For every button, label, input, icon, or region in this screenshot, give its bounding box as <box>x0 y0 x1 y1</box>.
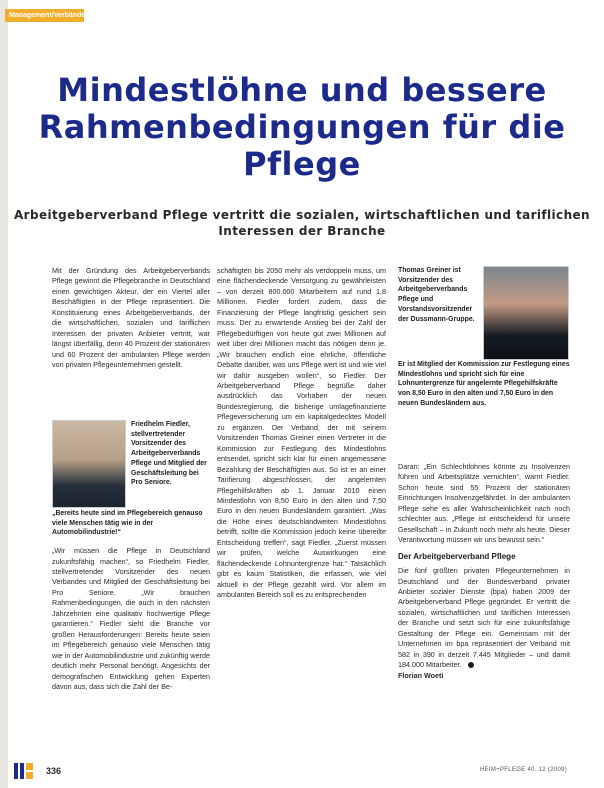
pull-quote <box>52 509 210 692</box>
caption-fiedler: Friedhelm Fiedler, stellvertretender Vorsitzender des Arbeitgeberverbands Pflege und Mitglied der Geschäftsleitung bei Pro Seniore. <box>131 421 207 487</box>
author-name: Florian Woeti <box>398 670 444 680</box>
column-1-intro <box>52 266 210 371</box>
column-3-paragraph: Daran: „Ein Schlechtlohnes könnte zu Insolvenzen führen und Arbeitsplätze vernichten“, warnt Fiedler. Schon heute sind 55 Prozent der stationären Einrichtungen Insolvenzgefährdet. In der ambulanten Pflege sehe es aller Wahrscheinlichkeit nach noch schlechter aus. „Pflege ist entscheidend für unsere Gesellschaft – in Zukunft noch mehr als heute. Dieser Verantwortung müssen wir uns bewusst sein.“ <box>398 462 570 545</box>
page-number: 336 <box>46 766 62 776</box>
headline: Mindestlöhne und bessere Rahmenbedingungen für die Pflege <box>38 71 566 183</box>
info-box-body: Die fünf größten privaten Pflegeunternehmen in Deutschland und der Bundesverband privater Anbieter sozialer Dienste (bpa) haben 2009 der Arbeitgeberverband Pflege gegründet. Er vertritt die sozialen, wirtschaftlichen und tariflichen Interessen der Branche und setzt sich für eine zukunftsfähige Gestaltung der Pflege ein. Gemeinsam mit der Unternehmen im bpa repräsentiert der Verband mit 582 in 390 in derzeit 7.445 Mitglieder – und damit 184.000 Mitarbeiter. <box>398 566 570 670</box>
portrait-friedhelm-fiedler <box>52 420 126 508</box>
column-3 <box>398 462 570 681</box>
magazine-footer: HEIM+PFLEGE 40. 12 (2009) <box>480 767 568 773</box>
publisher-logo-icon <box>14 763 40 779</box>
info-box-text <box>398 566 570 671</box>
column-1-paragraph: Mit der Gründung des Arbeitgeberverbands Pflege gewinnt die Pflegebranche in Deutschland einen gewichtigen Akteur, der ein Viertel aller Beschäftigten in der Pflege repräsentiert. Die Konstituierung eines Arbeitgeberverbands, der die wirtschaftlichen, sozialen und tariflichen Interessen der privaten Anbieter vertritt, war längst überfällig, denn 40 Prozent der stationären und 60 Prozent der ambulanten Pflege werden von privaten Pflegeunternehmen gestellt. <box>52 266 210 370</box>
end-mark-icon <box>468 662 474 668</box>
column-2-paragraph: schäftigten bis 2050 mehr als verdoppeln muss, um eine flächendeckende Versorgung zu gewährleisten – von derzeit 800.000 Mitarbeitern auf rund 1,8 Millionen. Fiedler fordert zudem, dass die Finanzierung der Pflege langfristig gesichert sein muss. Der zu erwartende Anstieg bei der Zahl der Pflegebedürftigen von heute gut zwei Millionen auf weit über drei Millionen macht das nötigen denn je. „Wir brauchen endlich eine ehrliche, öffentliche Debatte darüber, was uns Pflege wert ist und wie viel wir dafür ausgeben wollen“, so Fiedler. Der Arbeitgeberverband Pflege begrüße daher ausdrücklich das Vorhaben der neuen Bundesregierung, die bisherige umlagefinanzierte Pflegeversicherung um ein kapitalgedecktes Modell zu ergänzen. Der Verband, der mit seinem Vorsitzenden Thomas Greiner einen Vertreter in die Kommission zur Festlegung des Mindestlohns entsendet, spricht sich klar für einen angemessene Bezahlung der Beschäftigten aus. So ist er an einer Tarifierung abgeschlossen, der angelernten Pflegehilfskräften ab 1. Januar 2010 einen Mindestlohn von 8,50 Euro in den alten und 7,50 Euro in den neuen Bundesländern garantiert. „Was die Höhe eines deutschlandweiten Mindestlohns betrifft, sollte die Kommission jedoch keine übereilte Entscheidung treffen“, sagt Fiedler. „Zuerst müssen wir prüfen, welche Auswirkungen eine flächendeckende Lohnuntergrenze hat.“ Tatsächlich gibt es kaum Statistiken, die erfassen, wie viel aktuell in der Pflege gezahlt wird. Vor allem im ambulanten Bereich soll es zu entsprechenden <box>217 266 386 600</box>
caption-greiner: Thomas Greiner ist Vorsitzender des Arbeitgeberverbands Pflege und Vorstandsvorsitzender der Dussmann-Gruppe. <box>398 267 475 323</box>
subheadline: Arbeitgeberverband Pflege vertritt die sozialen, wirtschaftlichen und tariflichen Interessen der Branche <box>14 208 590 238</box>
section-tag: Management/Verbände <box>5 9 84 22</box>
portrait-thomas-greiner <box>483 266 569 360</box>
caption-greiner-detail: Er ist Mitglied der Kommission zur Festlegung eines Mindestlohns und spricht sich für eine Lohnuntergrenze für angelernte Pflegehilfskräfte von 8,50 Euro in den alten und 7,50 Euro in den neuen Bundesländern aus. <box>398 361 570 407</box>
column-2 <box>217 266 386 601</box>
column-1-continuation: „Wir müssen die Pflege in Deutschland zukunftsfähig machen“, so Friedhelm Fiedler, stellvertretender Vorsitzender des neuen Verbandes und Mitglied der Geschäftsleitung bei Pro Seniore. „Wir brauchen Rahmenbedingungen, die auch in den nächsten Jahrzehnten eine qualitativ hochwertige Pflege garantieren.“ Fiedler sieht die Branche vor großen Herausforderungen: Bereits heute seien im Pflegebereich genauso viele Menschen tätig wie in der Automobilindustrie und zukünftig werde deutlich mehr Personal benötigt. Angesichts der demografischen Entwicklung gehen Experten davon aus, dass sich die Zahl der Be- <box>52 546 210 691</box>
pull-quote-text: „Bereits heute sind im Pflegebereich genauso viele Menschen tätig wie in der Automobilindustrie!“ <box>52 510 203 537</box>
info-box-title: Der Arbeitgeberverband Pflege <box>398 551 516 561</box>
